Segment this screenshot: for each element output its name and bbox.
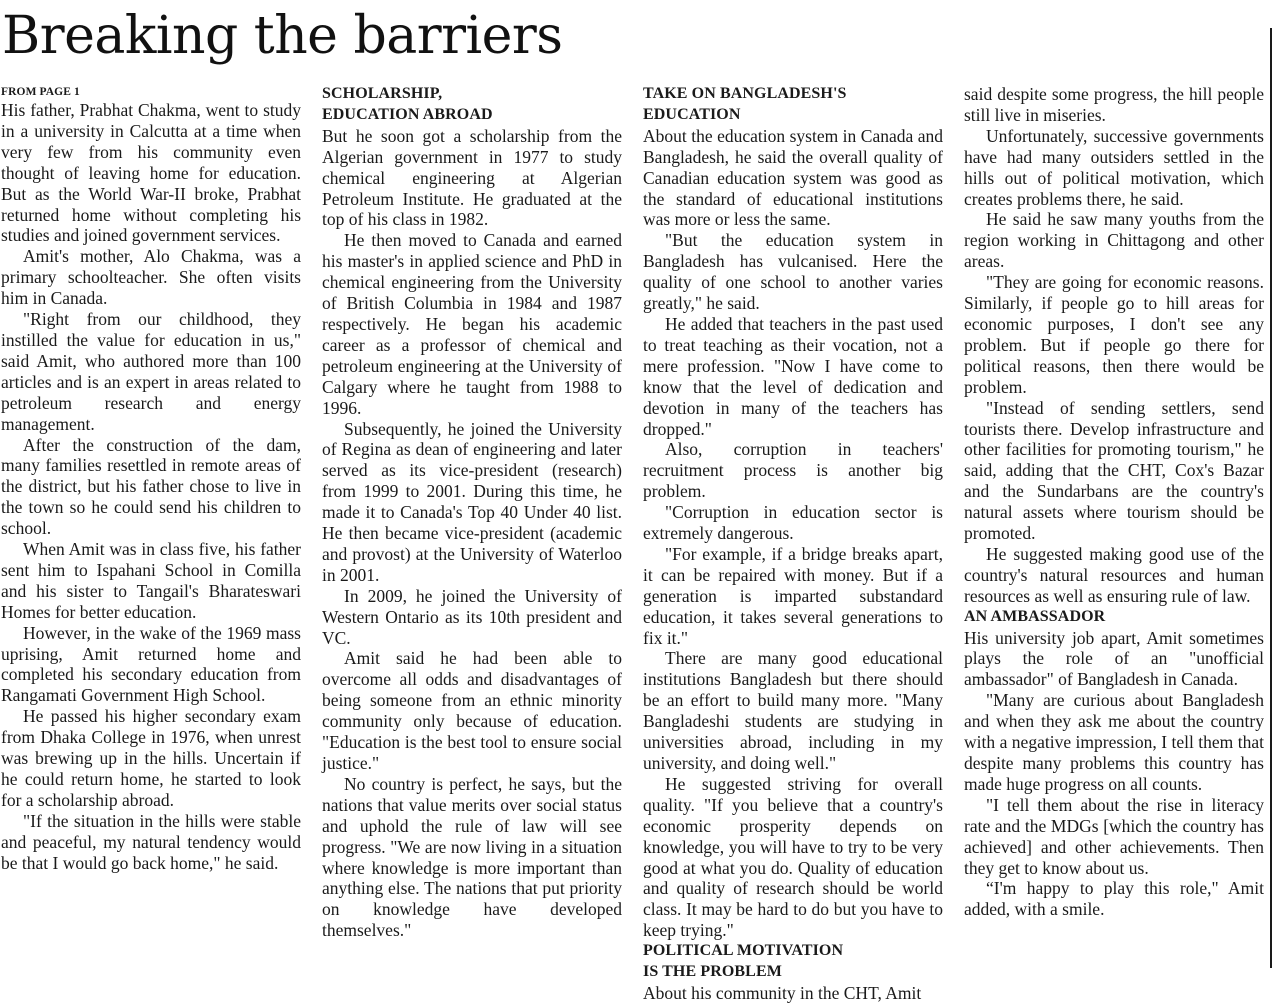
paragraph: "Instead of sending settlers, send tourists there. Develop infrastructure and other facilities for promoting tourism," he said, adding that the CHT, Cox's Bazar and the Sundarbans are the country's natural assets where tourism should be promoted. — [964, 397, 1264, 544]
paragraph: "Many are curious about Bangladesh and when they ask me about the country with a negative impression, I tell them that despite many problems this country has made huge progress on all counts. — [964, 690, 1264, 794]
paragraph: No country is perfect, he says, but the nations that value merits over social status and uphold the rule of law will see progress. "We are now living in a situation where knowledge is more important than anything else. The nations that put priority on knowledge have developed themselves." — [322, 773, 622, 941]
jump-kicker: FROM PAGE 1 — [1, 86, 80, 98]
article-headline: Breaking the barriers — [2, 6, 563, 66]
paragraph: Unfortunately, successive governments have had many outsiders settled in the hills out of political motivation, which creates problems there, he said. — [964, 125, 1264, 209]
paragraph: He then moved to Canada and earned his master's in applied science and PhD in chemical engineering from the University of British Columbia in 1984 and 1987 respectively. He began his academic career as a professor of chemical and petroleum engineering at the University of Calgary where he taught from 1988 to 1996. — [322, 230, 622, 418]
subhead-line: EDUCATION — [643, 105, 741, 123]
paragraph: He passed his higher secondary exam from Dhaka College in 1976, when unrest was brewing up in the hills. Uncertain if he could return home, he started to look for a scholarship abroad. — [1, 706, 301, 810]
subhead-line: POLITICAL MOTIVATION — [643, 942, 844, 960]
paragraph: Subsequently, he joined the University of Regina as dean of engineering and later served as its vice-president (research) from 1999 to 2001. During this time, he made it to Canada's Top 40 Under 40 list. He then became vice-president (academic and provost) at the University of Waterloo in 2001. — [322, 418, 622, 585]
paragraph: About his community in the CHT, Amit — [643, 982, 922, 1003]
page-edge-rule — [1270, 28, 1272, 968]
paragraph: "For example, if a bridge breaks apart, it can be repaired with money. But if a generation is imparted substandard education, it takes several generations to fix it." — [643, 543, 943, 648]
paragraph: He suggested making good use of the country's natural resources and human resources as well as ensuring rule of law. — [964, 543, 1264, 606]
paragraph: He added that teachers in the past used to treat teaching as their vocation, not a mere profession. "Now I have come to know that the level of dedication and devotion in many of the teachers has dropped." — [643, 313, 943, 439]
paragraph: He said he saw many youths from the region working in Chittagong and other areas. — [964, 209, 1264, 272]
subhead-line: SCHOLARSHIP, — [322, 85, 443, 102]
subhead-line: IS THE PROBLEM — [643, 963, 782, 981]
subhead-scholarship — [322, 84, 622, 126]
paragraph: His university job apart, Amit sometimes plays the role of an "unofficial ambassador" of Bangladesh in Canada. — [964, 627, 1264, 690]
paragraph: He suggested striving for overall quality. "If you believe that a country's economic prosperity depends on knowledge, you will have to try to be very good at what you do. Quality of education and quality of research should be world class. It may be hard to do but you have to keep trying." — [643, 773, 943, 941]
article-column-1 — [1, 84, 301, 972]
paragraph: "But the education system in Bangladesh has vulcanised. Here the quality of one school to another varies greatly," he said. — [643, 230, 943, 314]
paragraph: His father, Prabhat Chakma, went to study in a university in Calcutta at a time when very few from his community even thought of leaving home for education. But as the World War-II broke, Prabhat returned home without completing his studies and joined government services. — [1, 100, 301, 246]
paragraph: "Right from our childhood, they instilled the value for education in us," said Amit, who authored more than 100 articles and is an expert in areas related to petroleum research and energy management. — [1, 309, 301, 434]
subhead-line: EDUCATION ABROAD — [322, 105, 493, 123]
paragraph: But he soon got a scholarship from the Algerian government in 1977 to study chemical engineering at Algerian Petroleum Institute. He graduated at the top of his class in 1982. — [322, 125, 622, 230]
paragraph: Amit said he had been able to overcome all odds and disadvantages of being someone from an ethnic minority community only because of education. "Education is the best tool to ensure social justice." — [322, 648, 622, 773]
subhead-line: TAKE ON BANGLADESH'S — [643, 85, 847, 102]
paragraph: However, in the wake of the 1969 mass uprising, Amit returned home and completed his secondary education from Rangamati Government High School. — [1, 622, 301, 706]
subhead-ambassador: AN AMBASSADOR — [964, 607, 1106, 625]
subhead-political-motivation — [643, 941, 943, 983]
article-column-2 — [322, 84, 622, 972]
paragraph: About the education system in Canada and Bangladesh, he said the overall quality of Canadian education system was good as the standard of educational institutions was more or less the same. — [643, 125, 943, 230]
paragraph: said despite some progress, the hill people still live in miseries. — [964, 84, 1264, 125]
subhead-education — [643, 84, 943, 126]
paragraph: "If the situation in the hills were stable and peaceful, my natural tendency would be that I would go back home," he said. — [1, 810, 301, 873]
paragraph: There are many good educational institutions Bangladesh but there should be an effort to build many more. "Many Bangladeshi students are studying in universities abroad, including in my university, and doing well." — [643, 648, 943, 773]
article-column-4 — [964, 84, 1264, 972]
paragraph: When Amit was in class five, his father sent him to Ispahani School in Comilla and his sister to Tangail's Bharateswari Homes for better education. — [1, 539, 301, 622]
paragraph: Amit's mother, Alo Chakma, was a primary schoolteacher. She often visits him in Canada. — [1, 246, 301, 309]
paragraph: "Corruption in education sector is extremely dangerous. — [643, 502, 943, 544]
paragraph: "I tell them about the rise in literacy rate and the MDGs [which the country has achieved] and other achievements. Then they get to know about us. — [964, 794, 1264, 878]
paragraph: Also, corruption in teachers' recruitment process is another big problem. — [643, 439, 943, 502]
paragraph: After the construction of the dam, many families resettled in remote areas of the district, but his father chose to live in the town so he could send his children to school. — [1, 434, 301, 539]
article-column-3 — [643, 84, 943, 1003]
paragraph: "They are going for economic reasons. Similarly, if people go to hill areas for economic purposes, I don't see any problem. But if people go there for political reasons, then there would be problem. — [964, 272, 1264, 397]
paragraph: In 2009, he joined the University of Western Ontario as its 10th president and VC. — [322, 585, 622, 648]
paragraph: “I'm happy to play this role," Amit added, with a smile. — [964, 878, 1264, 920]
